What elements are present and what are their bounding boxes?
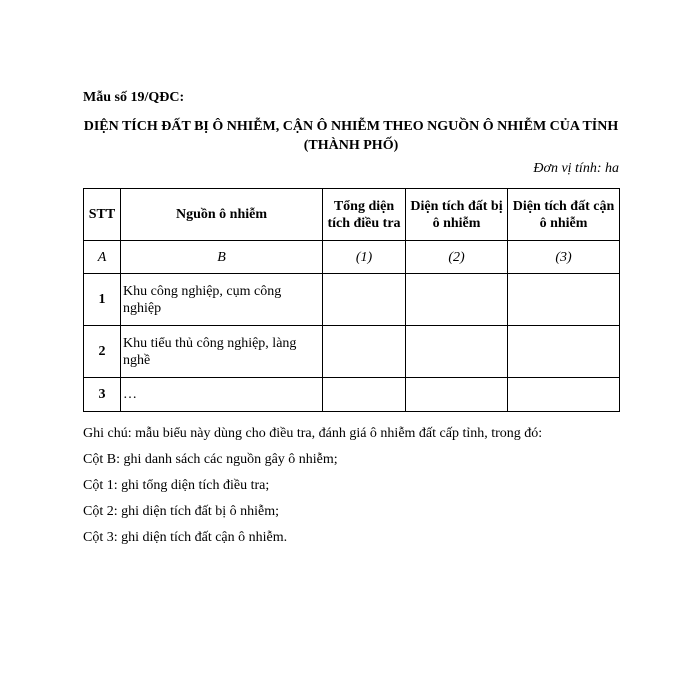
row-cell-total-area (323, 274, 406, 326)
header-stt: STT (84, 189, 121, 241)
note-line: Cột 1: ghi tổng diện tích điều tra; (83, 478, 270, 493)
document-title: DIỆN TÍCH ĐẤT BỊ Ô NHIỄM, CẬN Ô NHIỄM THEO NGUỒN Ô NHIỄM CỦA TỈNH (THÀNH PHỐ) (83, 119, 619, 153)
row-stt: 2 (84, 326, 121, 378)
header-total-area: Tổng diện tích điều tra (323, 189, 406, 241)
note-line: Cột B: ghi danh sách các nguồn gây ô nhiễm; (83, 452, 338, 467)
header-near-polluted-area: Diện tích đất cận ô nhiễm (508, 189, 620, 241)
row-cell-polluted-area (406, 274, 508, 326)
row-source: Khu tiểu thủ công nghiệp, làng nghề (121, 326, 323, 378)
row-stt: 3 (84, 378, 121, 412)
note-line: Cột 3: ghi diện tích đất cận ô nhiễm. (83, 530, 288, 545)
column-code-row (84, 241, 620, 274)
row-cell-near-polluted-area (508, 378, 620, 412)
row-cell-polluted-area (406, 378, 508, 412)
row-cell-total-area (323, 378, 406, 412)
note-line: Cột 2: ghi diện tích đất bị ô nhiễm; (83, 504, 279, 519)
table-row (84, 274, 620, 326)
row-source: … (121, 378, 323, 412)
row-cell-near-polluted-area (508, 326, 620, 378)
table-row (84, 326, 620, 378)
header-polluted-area: Diện tích đất bị ô nhiễm (406, 189, 508, 241)
column-code: (1) (323, 241, 406, 274)
column-code: A (84, 241, 121, 274)
pollution-area-table (83, 188, 620, 412)
note-line: Ghi chú: mẫu biểu này dùng cho điều tra, đánh giá ô nhiễm đất cấp tỉnh, trong đó: (83, 426, 543, 441)
row-stt: 1 (84, 274, 121, 326)
notes-section (83, 425, 643, 555)
column-code: (3) (508, 241, 620, 274)
header-source: Nguồn ô nhiễm (121, 189, 323, 241)
row-cell-near-polluted-area (508, 274, 620, 326)
form-code: Mẫu số 19/QĐC: (83, 90, 185, 105)
table-row (84, 378, 620, 412)
row-cell-total-area (323, 326, 406, 378)
table-header-row (84, 189, 620, 241)
row-source: Khu công nghiệp, cụm công nghiệp (121, 274, 323, 326)
row-cell-polluted-area (406, 326, 508, 378)
unit-label: Đơn vị tính: ha (533, 161, 619, 176)
column-code: B (121, 241, 323, 274)
column-code: (2) (406, 241, 508, 274)
